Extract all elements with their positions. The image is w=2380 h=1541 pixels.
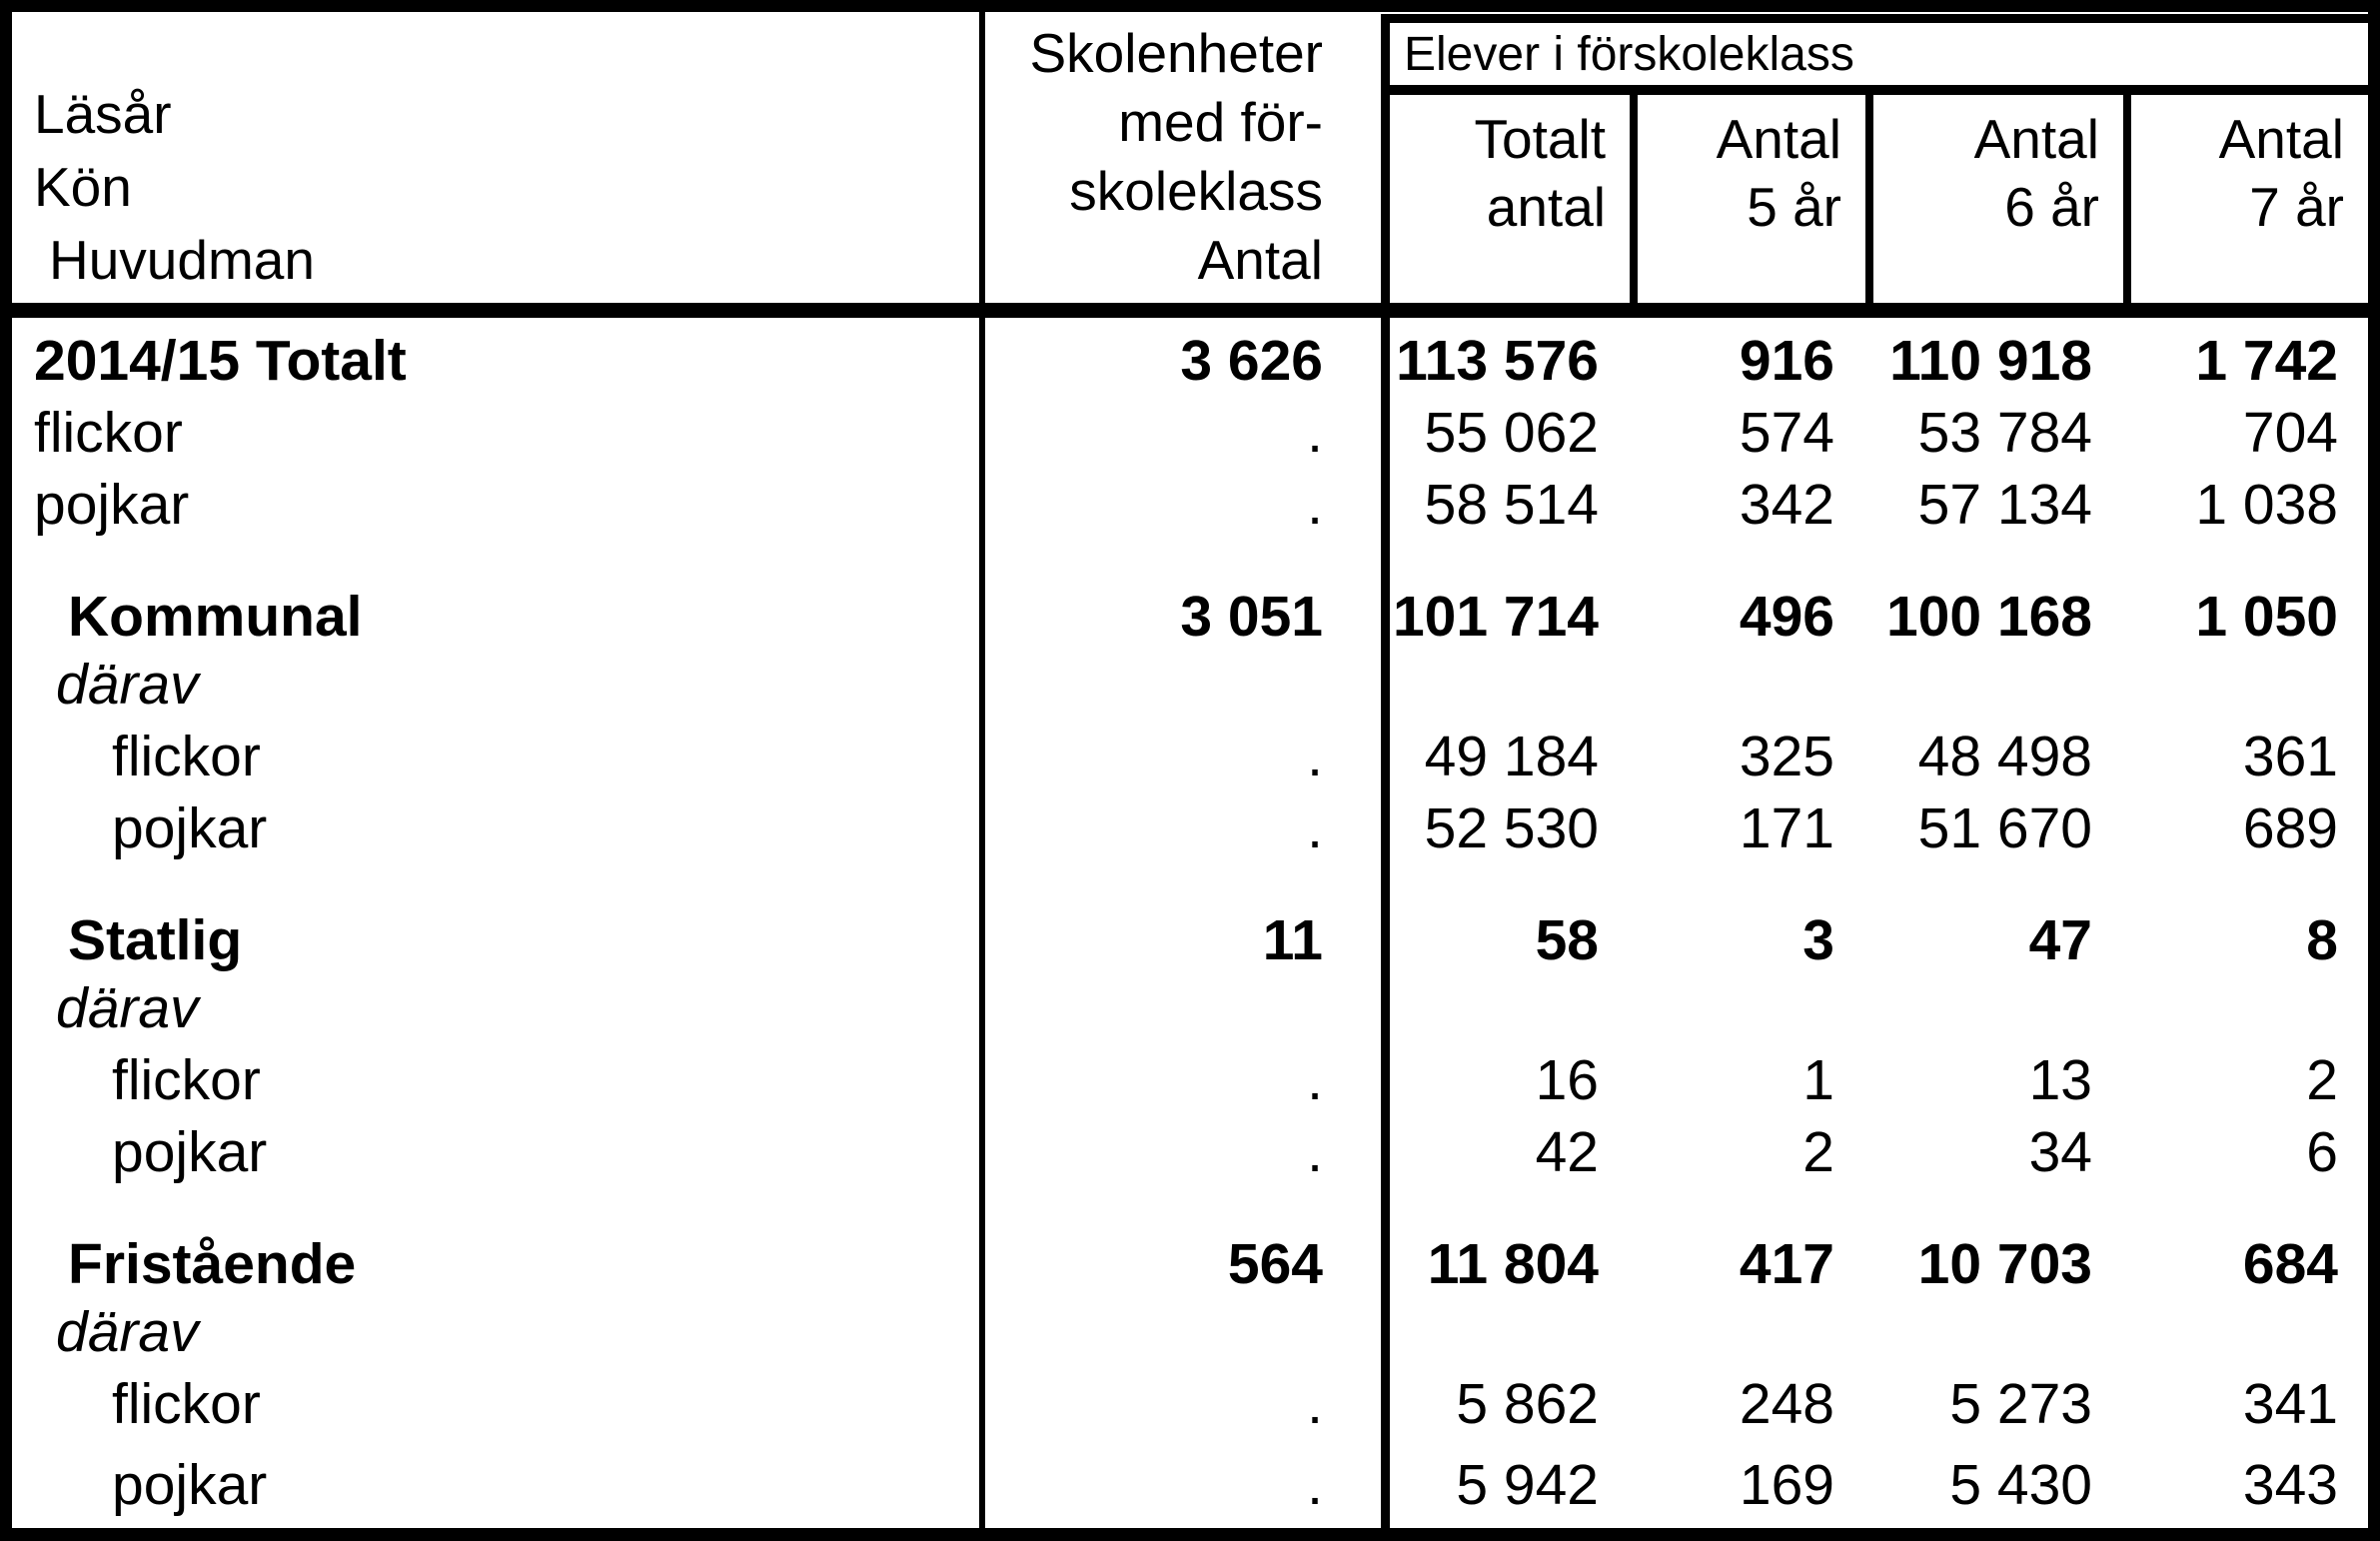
antal-7ar-cell: 8 [2306,908,2338,972]
totalt-antal-cell: 55 062 [1381,404,1629,476]
antal-6ar-cell [1864,660,2122,728]
totalt-antal-cell: 58 [1381,871,1629,983]
subheader-antal-5ar [1638,95,1873,303]
subheader-totalt-antal [1390,95,1638,303]
skolenheter-antal-cell [985,660,1381,728]
totalt-antal-cell [1381,1307,1629,1375]
skolenheter-antal-cell: . [1307,1120,1323,1184]
totalt-antal-cell: 113 576 [1381,318,1629,404]
antal-5ar-cell: 916 [1739,329,1834,393]
antal-6ar-cell [1864,983,2122,1051]
antal-7ar-cell [2122,1307,2368,1375]
totalt-antal-cell: 58 514 [1381,476,1629,548]
row-label-cell: Statlig [12,871,985,983]
antal-5ar-cell: 417 [1739,1232,1834,1296]
antal-7ar-cell: 684 [2242,1232,2338,1296]
antal-5ar-cell: 496 [1739,585,1834,649]
skolenheter-antal-cell: . [1307,1372,1323,1436]
skolenheter-antal-cell [985,1307,1381,1375]
antal-5ar-cell: 3 [1802,908,1834,972]
subheader-line: Antal [2218,108,2344,170]
row-label-cell: därav [12,660,985,728]
antal-6ar-cell: 51 670 [1917,796,2092,860]
antal-6ar-cell: 5 430 [1949,1453,2092,1517]
antal-7ar-cell: 341 [2242,1372,2338,1436]
totalt-antal-cell [1381,660,1629,728]
antal-7ar-cell: 2 [2306,1048,2338,1112]
antal-6ar-cell: 110 918 [1889,329,2092,393]
header-group-elever [1381,14,2368,303]
antal-6ar-cell: 100 168 [1885,585,2092,649]
antal-7ar-cell [2122,660,2368,728]
antal-6ar-cell: 48 498 [1917,725,2092,788]
skolenheter-antal-cell: . [1307,473,1323,537]
subheader-line: Antal [1973,108,2099,170]
antal-5ar-cell [1629,1307,1864,1375]
totalt-antal-cell: 101 714 [1381,548,1629,660]
header-skolenheter-cell [985,12,1381,303]
antal-7ar-cell: 1 038 [2195,473,2338,537]
antal-5ar-cell: 2 [1802,1120,1834,1184]
row-label-cell: Fristående [12,1195,985,1307]
totalt-antal-cell [1381,983,1629,1051]
row-label-cell: flickor [12,1051,985,1123]
antal-7ar-cell: 6 [2306,1120,2338,1184]
antal-5ar-cell: 342 [1739,473,1834,537]
row-label-cell: flickor [12,728,985,799]
row-label-cell: flickor [12,1375,985,1447]
subheader-row [1390,95,2368,303]
subheader-antal-6ar [1873,95,2131,303]
antal-7ar-cell: 1 742 [2195,329,2338,393]
antal-6ar-cell: 13 [2028,1048,2092,1112]
row-label-cell: Kommunal [12,548,985,660]
skolenheter-antal-cell: . [1307,796,1323,860]
antal-6ar-cell [1864,1307,2122,1375]
header-line-kon: Kön [34,156,132,218]
antal-5ar-cell: 574 [1739,401,1834,465]
antal-7ar-cell [2122,983,2368,1051]
header-line-huvudman: Huvudman [49,229,315,291]
row-label-cell: pojkar [12,799,985,871]
antal-5ar-cell: 171 [1739,796,1834,860]
table-header [12,12,2368,318]
antal-6ar-cell: 47 [2028,908,2092,972]
header-skolenheter-line4: Antal [1197,229,1323,291]
antal-7ar-cell: 1 050 [2195,585,2338,649]
totalt-antal-cell: 5 942 [1381,1447,1629,1528]
skolenheter-antal-cell: 564 [1227,1232,1323,1296]
totalt-antal-cell: 16 [1381,1051,1629,1123]
antal-6ar-cell: 53 784 [1917,401,2092,465]
header-line-lasar: Läsår [34,83,172,145]
totalt-antal-cell: 11 804 [1381,1195,1629,1307]
skolenheter-antal-cell: . [1307,1048,1323,1112]
header-dimension-cell [12,12,985,303]
subheader-line: antal [1486,176,1606,238]
totalt-antal-cell: 42 [1381,1123,1629,1195]
group-title: Elever i förskoleklass [1390,23,2368,95]
antal-5ar-cell: 169 [1739,1453,1834,1517]
antal-7ar-cell: 361 [2242,725,2338,788]
skolenheter-antal-cell: 11 [1262,908,1323,972]
header-skolenheter-line3: skoleklass [1069,160,1323,222]
antal-6ar-cell: 34 [2028,1120,2092,1184]
subheader-antal-7ar [2131,95,2368,303]
subheader-line: 6 år [2004,176,2099,238]
antal-7ar-cell: 343 [2242,1453,2338,1517]
totalt-antal-cell: 52 530 [1381,799,1629,871]
antal-5ar-cell: 1 [1802,1048,1834,1112]
antal-6ar-cell: 5 273 [1949,1372,2092,1436]
row-label-cell: 2014/15 Totalt [12,318,985,404]
antal-6ar-cell: 10 703 [1917,1232,2092,1296]
subheader-line: Totalt [1474,108,1606,170]
antal-5ar-cell: 248 [1739,1372,1834,1436]
skolenheter-antal-cell: 3 626 [1180,329,1323,393]
antal-5ar-cell [1629,660,1864,728]
skolenheter-antal-cell [985,983,1381,1051]
row-label-cell: därav [12,983,985,1051]
antal-5ar-cell: 325 [1739,725,1834,788]
row-label-cell: pojkar [12,1447,985,1528]
header-skolenheter-line1: Skolenheter [1029,22,1323,84]
subheader-line: Antal [1716,108,1841,170]
table-body [12,318,2368,1528]
antal-6ar-cell: 57 134 [1917,473,2092,537]
row-label-cell: därav [12,1307,985,1375]
row-label-cell: pojkar [12,476,985,548]
totalt-antal-cell: 5 862 [1381,1375,1629,1447]
totalt-antal-cell: 49 184 [1381,728,1629,799]
skolenheter-antal-cell: . [1307,401,1323,465]
antal-7ar-cell: 704 [2242,401,2338,465]
row-label-cell: pojkar [12,1123,985,1195]
header-skolenheter-line2: med för- [1118,91,1323,153]
antal-5ar-cell [1629,983,1864,1051]
subheader-line: 7 år [2249,176,2344,238]
row-label-cell: flickor [12,404,985,476]
skolenheter-antal-cell: . [1307,1453,1323,1517]
subheader-line: 5 år [1747,176,1841,238]
antal-7ar-cell: 689 [2242,796,2338,860]
skolenheter-antal-cell: . [1307,725,1323,788]
skolenheter-antal-cell: 3 051 [1180,585,1323,649]
